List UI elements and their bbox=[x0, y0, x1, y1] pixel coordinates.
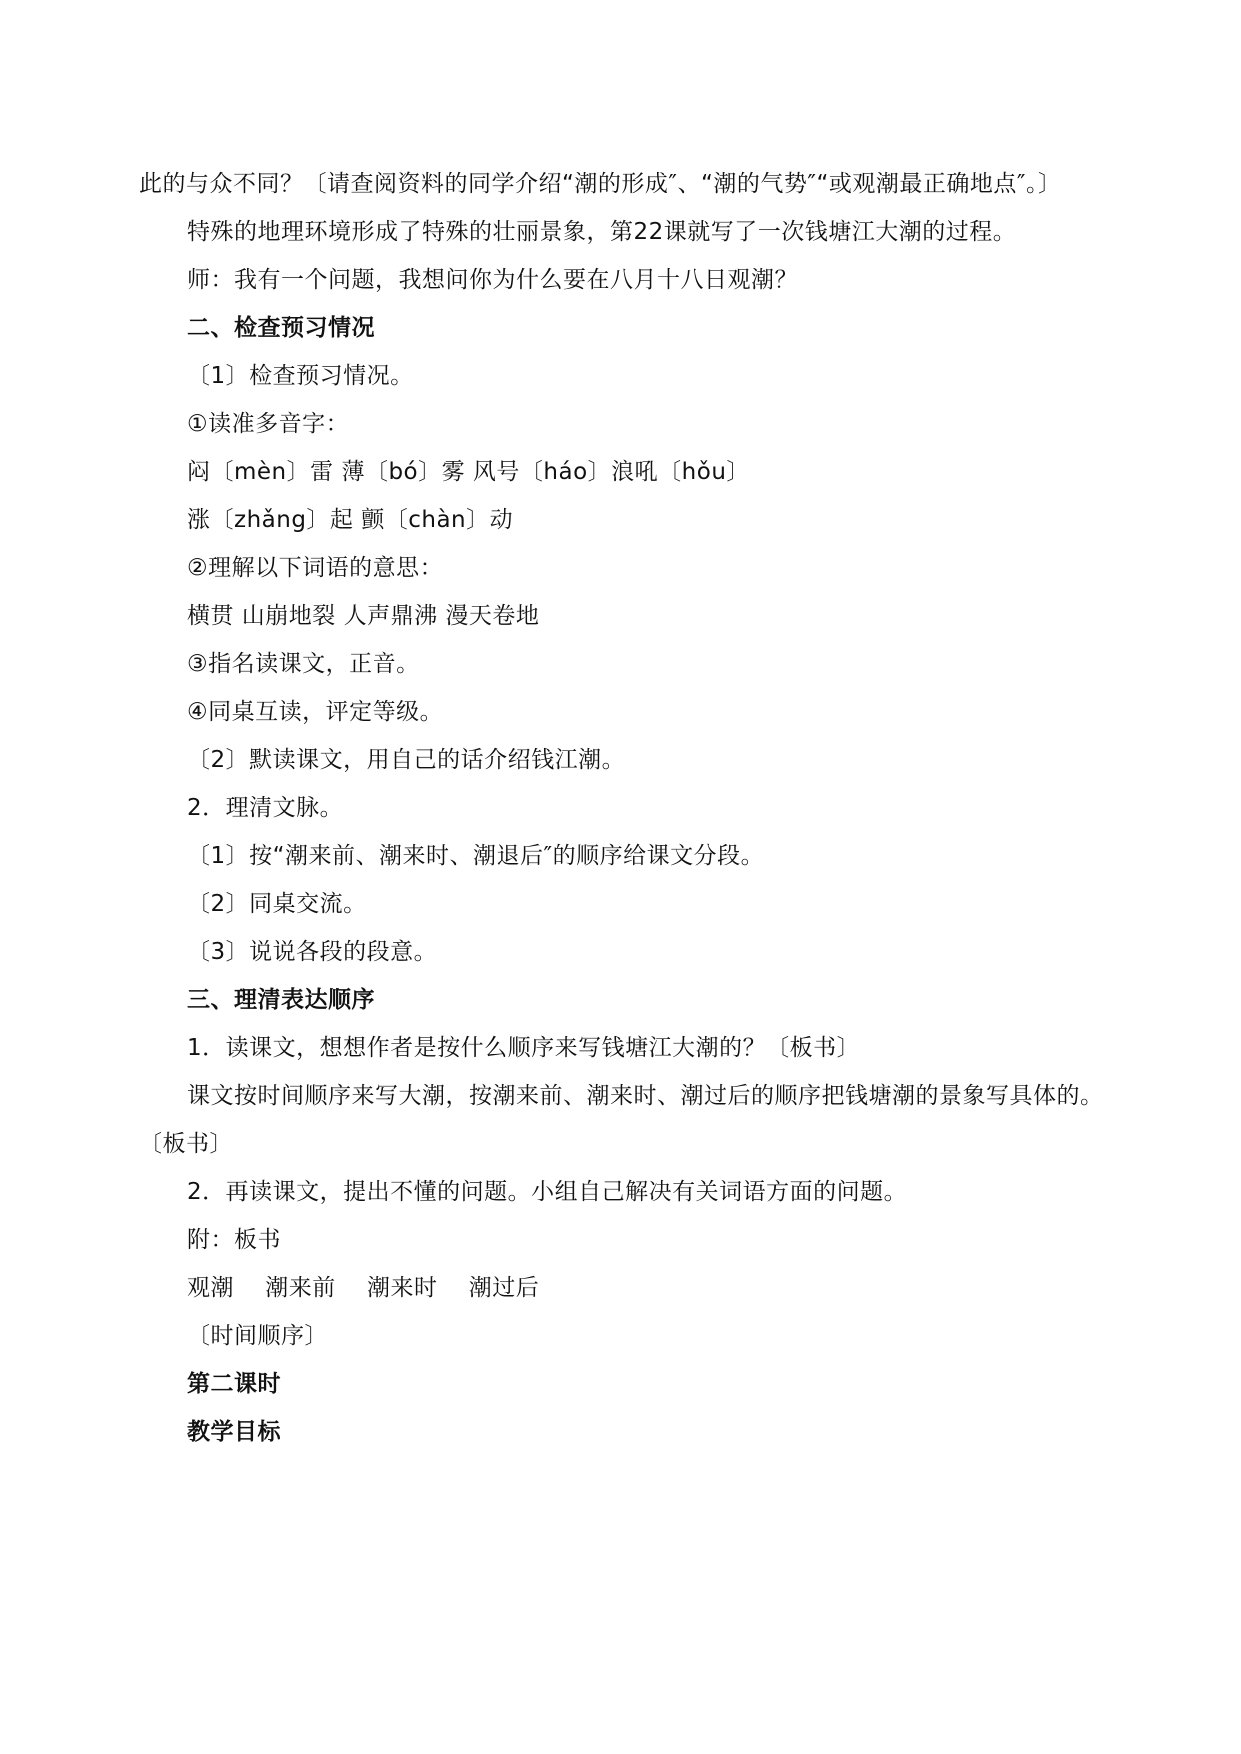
list-item-preview-check: 〔1〕检查预习情况。 bbox=[187, 363, 414, 389]
list-item-exchange: 〔2〕同桌交流。 bbox=[187, 891, 367, 917]
section-heading-second-lesson: 第二课时 bbox=[187, 1371, 281, 1397]
list-item-word-meaning: ②理解以下词语的意思： bbox=[187, 555, 444, 581]
vocabulary-line: 横贯 山崩地裂 人声鼎沸 漫天卷地 bbox=[187, 603, 540, 629]
list-item-silent-read: 〔2〕默读课文，用自己的话介绍钱江潮。 bbox=[187, 747, 626, 773]
section-heading-preview-check: 二、检查预习情况 bbox=[187, 315, 375, 341]
pinyin-line-2: 涨〔zhǎng〕起 颤〔chàn〕动 bbox=[187, 507, 514, 533]
paragraph-geography: 特殊的地理环境形成了特殊的壮丽景象，第22课就写了一次钱塘江大潮的过程。 bbox=[187, 219, 1017, 245]
blackboard-content: 观潮 潮来前 潮来时 潮过后 bbox=[187, 1275, 540, 1301]
list-item-read-order: 1．读课文，想想作者是按什么顺序来写钱塘江大潮的？〔板书〕 bbox=[187, 1035, 861, 1061]
list-item-reread: 2．再读课文，提出不懂的问题。小组自己解决有关词语方面的问题。 bbox=[187, 1179, 908, 1205]
blackboard-note: 〔时间顺序〕 bbox=[187, 1323, 328, 1349]
list-item-read-aloud: ③指名读课文，正音。 bbox=[187, 651, 420, 677]
list-item-peer-read: ④同桌互读，评定等级。 bbox=[187, 699, 444, 725]
paragraph-teacher-question: 师：我有一个问题，我想问你为什么要在八月十八日观潮？ bbox=[187, 267, 798, 293]
section-heading-teaching-goals: 教学目标 bbox=[187, 1419, 281, 1445]
list-item-polyphonic: ①读准多音字： bbox=[187, 411, 350, 437]
paragraph-continuation: 此的与众不同？〔请查阅资料的同学介绍“潮的形成″、“潮的气势″“或观潮最正确地点″。〕 bbox=[139, 171, 1062, 197]
list-item-text-structure: 2．理清文脉。 bbox=[187, 795, 344, 821]
pinyin-line-1: 闷〔mèn〕雷 薄〔bó〕雾 风号〔háo〕浪吼〔hǒu〕 bbox=[187, 459, 750, 485]
document-body bbox=[139, 160, 1109, 1456]
section-heading-expression-order: 三、理清表达顺序 bbox=[187, 987, 375, 1013]
paragraph-time-order: 课文按时间顺序来写大潮，按潮来前、潮来时、潮过后的顺序把钱塘潮的景象写具体的。〔板书〕 bbox=[139, 1083, 1104, 1157]
list-item-paragraph-meaning: 〔3〕说说各段的段意。 bbox=[187, 939, 438, 965]
list-item-segment: 〔1〕按“潮来前、潮来时、潮退后″的顺序给课文分段。 bbox=[187, 843, 765, 869]
blackboard-label: 附：板书 bbox=[187, 1227, 281, 1253]
